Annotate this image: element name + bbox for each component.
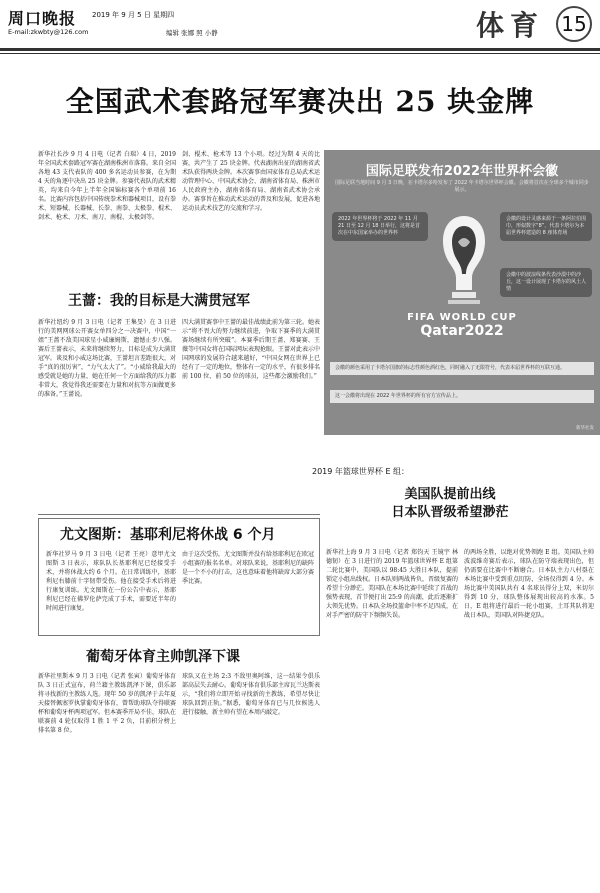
issue-date: 2019 年 9 月 5 日 星期四 <box>92 11 175 19</box>
graphic-footnote-2: 这一会徽将出现在 2022 年世界杯的所有官方宣传品上。 <box>330 390 594 403</box>
masthead <box>0 0 600 62</box>
section-divider <box>38 514 320 515</box>
masthead-rule-thin <box>0 53 600 54</box>
graphic-note-3: 会徽中的波浪线条代表沙漠中的沙丘，这一设计展现了卡塔尔的风土人情 <box>500 268 592 297</box>
basketball-kicker: 2019 年篮球世界杯 E 组： <box>312 467 410 476</box>
page-number: 15 <box>556 6 592 42</box>
basketball-headline <box>330 486 570 522</box>
wordmark-line2: Qatar2022 <box>420 323 504 339</box>
portugal-headline: 葡萄牙体育主帅凯泽下课 <box>86 649 240 665</box>
worldcup-wordmark <box>324 312 600 339</box>
editor-credits: 编辑 张娜 照 小静 <box>166 29 218 37</box>
worldcup-emblem-icon <box>434 212 494 308</box>
basketball-article-col2: 的两场全胜，以绝对优势领跑 E 组。美国队主帅波波维奇赛后表示，球队在防守端表现出色，但仍需要在比赛中不断磨合。日本队主力八村塁在本场比赛中受到重点盯防，全场仅得到 4 分。本场比赛中美国队共有 4 名球员得分上双，米切尔得到 10 分，球队整体展现出较高的水准。5 日，E 组将进行最后一轮小组赛，土耳其队将迎战日本队，美国队对阵捷克队。 <box>464 549 594 619</box>
wordmark-line1: FIFA WORLD CUP <box>407 312 517 323</box>
basketball-article-col1: 新华社上海 9 月 3 日电（记者 郑钧天 王镜宇 林德韧）在 3 日进行的 2019 年篮球世界杯 E 组第二轮比赛中，美国队以 98:45 大胜日本队，提前锁定小组出线权。日本队则两战皆负，晋级复赛的希望十分渺茫。美国队在本场比赛中延续了首战的强势表现，首节便打出 25:9 的高潮，此后逐渐扩大领先优势。日本队全场投篮命中率不足四成，在对手严密的防守下频频失误。 <box>326 549 458 619</box>
worldcup-graphic <box>324 150 600 435</box>
graphic-title: 国际足联发布2022年世界杯会徽 <box>365 164 559 179</box>
lead-article-col2: 剑、棍术、枪术等 13 个小项。经过为期 4 天的比赛，共产生了 25 块金牌。代表湖南出征的湖南省武术队获得两块金牌。本次赛事由国家体育总局武术运动管理中心、中国武术协会、湖南省体育局、株洲市人民政府主办，湖南省体育局、湖南省武术协会承办。赛事旨在推动武术运动的普及和发展，促进各地运动员武术技艺的交流和学习。 <box>182 151 320 212</box>
portugal-article-col2: 球队又在主场 2:3 不敌里奥阿维，这一结果令俱乐部高层失去耐心。葡萄牙体育俱乐部主席瓦兰达斯表示，“我们将立即开始寻找新的主教练，希望尽快让球队回到正轨。”据悉，葡萄牙体育已与几位候选人进行接触，新主帅有望在本周内敲定。 <box>182 673 320 716</box>
newspaper-logo: 周口晚报 <box>8 9 77 28</box>
wang-article-col1: 新华社纽约 9 月 3 日电（记者 王集旻）在 3 日进行的美网网球公开赛女单四分之一决赛中，中国“一姐”王蔷不敌美国球星小威廉姆斯，遗憾止步八强。赛后王蔷表示，未来将继续努力，目标是成为大满贯冠军。谈及和小威这场比赛，王蔷坦言差距很大，对手“真的很厉害”，“力气太大了”。“小威给我最大的感受就是她的力量，她在任何一个方面给我的压力都非常大，我觉得我还需要在力量和对抗等方面做更多的准备。”王蔷说。 <box>38 319 176 398</box>
you-article-col1: 新华社罗马 9 月 3 日电（记者 王亮）意甲尤文图斯 3 日表示，球队队长基耶利尼已经接受手术，并将休战大约 6 个月。在日常训练中，基耶利尼右膝前十字韧带受伤。他在接受手术后将进行康复训练。尤文图斯在一份公告中表示，基耶利尼已经在佛罗伦萨完成了手术，需要近半年的时间进行康复。 <box>46 551 176 612</box>
contact-email: E-mail:zkwbty@126.com <box>8 28 89 36</box>
you-article-col2: 由于这次受伤，尤文图斯并没有给基耶利尼在欧冠小组赛的报名名单。对球队来说，基耶利尼的缺阵是一个不小的打击，这也意味着他将缺席大部分赛季比赛。 <box>182 551 314 585</box>
lead-headline: 全国武术套路冠军赛决出 25 块金牌 <box>65 85 535 118</box>
basketball-headline-line1: 美国队提前出线 <box>404 487 496 502</box>
masthead-rule <box>0 48 600 51</box>
graphic-note-1: 2022 年世界杯将于 2022 年 11 月 21 日至 12 月 18 日举行，这将是首次在中东国家举办的世界杯 <box>332 212 428 241</box>
lead-article-col1: 新华社长沙 9 月 4 日电（记者 白瑞）4 日，2019 年全国武术套路冠军赛在湖南株洲市落幕。来自全国各地 43 支代表队的 400 多名运动员参赛，在为期 4 天的角逐中决出 25 块金牌。参赛代表队的武术精英，均来自今年上半年全国锦标赛各个单项前 16 名。比赛内容包括中国传统拳术和器械项目，设有拳术、短器械、长器械、长拳、南拳、太极拳、棍术、剑术、枪术、刀术、南刀、南棍、太极剑等。 <box>38 151 176 221</box>
wang-headline: 王蔷：我的目标是大满贯冠军 <box>68 293 250 309</box>
section-title: 体育 <box>475 9 544 42</box>
graphic-subtitle: 国际足联当地时间 9 月 3 日晚，在卡塔尔多哈发布了 2022 年卡塔尔世界杯会徽。会徽将首次在全球多个城市同步展示。 <box>335 180 589 193</box>
graphic-source: 新华社发 <box>576 426 594 431</box>
wang-article-col2: 四大满贯赛事中王蔷的最佳战绩此前为第三轮。她表示“将不畏大的努力继续前进，争取下赛季的大满贯赛场继续有所突破”。本赛季后期王蔷、郑赛赛、王薇等中国女将在国际网坛表现抢眼。王蔷对此表示中国网球的发展符合越来越好，“中国女网在世界上已经有了一定的地位，整体有一定的水平，有很多排名前 100 位、前 50 位的球员，这些都会激励我们。” <box>182 319 320 380</box>
basketball-headline-line2: 日本队晋级希望渺茫 <box>391 505 509 520</box>
you-headline: 尤文图斯：基耶利尼将休战 6 个月 <box>60 527 276 543</box>
graphic-note-2: 会徽的设计灵感来源于一条阿拉伯围巾，形似数字“8”，代表卡塔尔为本届世界杯建造的 8 座体育场 <box>500 212 592 241</box>
portugal-article-col1: 新华社里斯本 9 月 3 日电（记者 张寅）葡萄牙体育队 3 日正式宣布，荷兰籍主教练凯泽下课，俱乐部将寻找新的主教练人选。现年 50 岁的凯泽于去年夏天接替佩塞罗执掌葡萄牙体育，曾帮助球队夺得联赛杯和葡萄牙杯两项冠军。但本赛季开局不佳，球队在联赛前 4 轮仅取得 1 胜 1 平 2 负，目前积分榜上排名第 8 位。 <box>38 673 176 734</box>
graphic-footnote-1: 会徽的颜色采用了卡塔尔国旗的标志性颜色酒红色，同时融入了无限符号，代表本届世界杯的互联互通。 <box>330 362 594 375</box>
